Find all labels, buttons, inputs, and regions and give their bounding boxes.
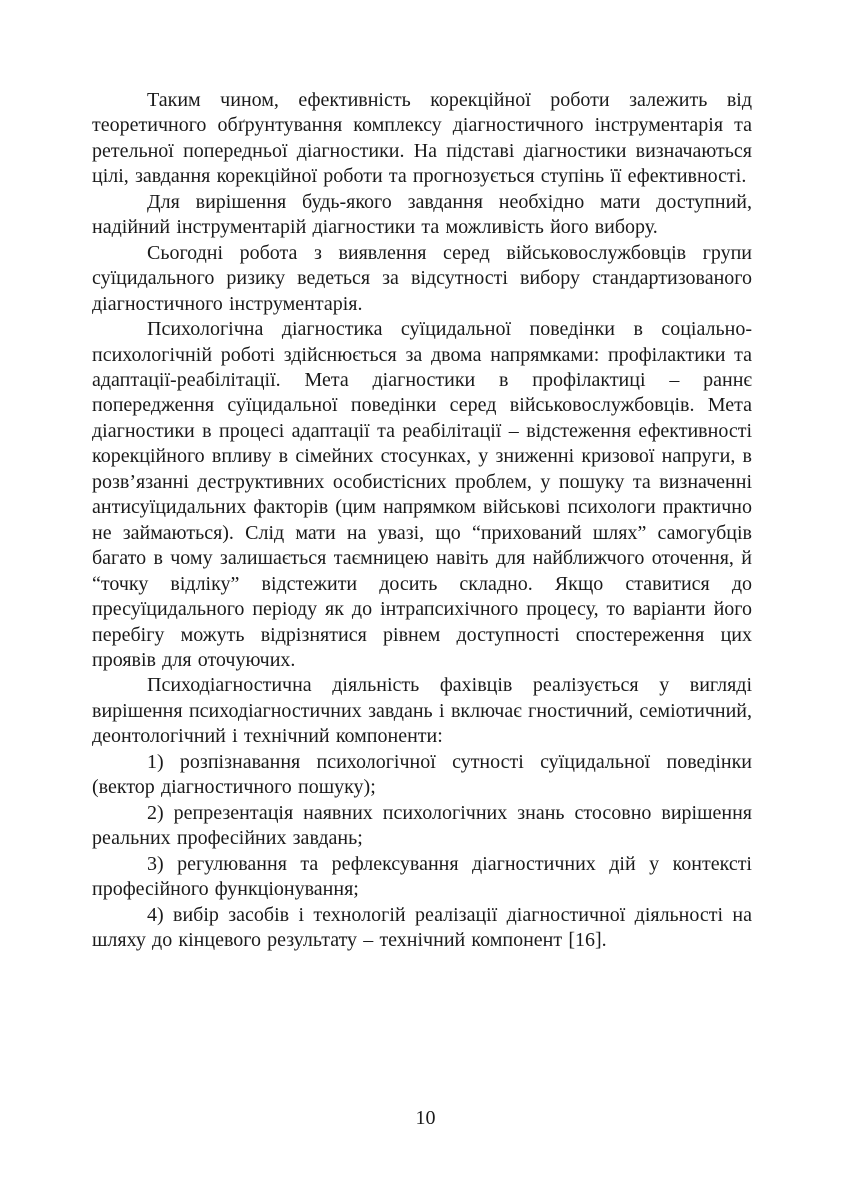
list-item-4: 4) вибір засобів і технологій реалізації діагностичної діяльності на шляху до кінцевого результату – технічний компонент [16]. — [92, 903, 752, 951]
page-number: 10 — [415, 1107, 436, 1129]
list-item-1: 1) розпізнавання психологічної сутності суїцидальної поведінки (вектор діагностичного пошуку); — [92, 750, 752, 799]
list-item-2: 2) репрезентація наявних психологічних знань стосовно вирішення реальних професійних завдань; — [92, 801, 752, 850]
paragraph-3: Сьогодні робота з виявлення серед військовослужбовців групи суїцидального ризику ведеться за відсутності вибору стандартизованого діагностичного інструментарія. — [92, 241, 752, 315]
paragraph-1: Таким чином, ефективність корекційної роботи залежить від теоретичного обґрунтування комплексу діагностичного інструментарія та ретельної попередньої діагностики. На підставі діагностики визначаються цілі, завдання корекційної роботи та прогнозується ступінь її ефективності. — [92, 89, 752, 188]
text-block — [92, 88, 752, 953]
paragraph-5: Психодіагностична діяльність фахівців реалізується у вигляді вирішення психодіагностичних завдань і включає гностичний, семіотичний, деонтологічний і технічний компоненти: — [92, 674, 752, 748]
paragraph-4: Психологічна діагностика суїцидальної поведінки в соціально-психологічній роботі здійснюється за двома напрямками: профілактики та адаптації-реабілітації. Мета діагностики в профілактиці – раннє попередження суїцидальної поведінки серед військовослужбовців. Мета діагностики в процесі адаптації та реабілітації – відстеження ефективності корекційного впливу в сімейних стосунках, у зниженні кризової напруги, в розв’язанні деструктивних особистісних проблем, у пошуку та визначенні антисуїцидальних факторів (цим напрямком військові психологи практично не займаються). Слід мати на увазі, що “прихований шлях” самогубців багато в чому залишається таємницею навіть для найближчого оточення, й “точку відліку” відстежити досить складно. Якщо ставитися до пресуїцидального періоду як до інтрапсихічного процесу, то варіанти його перебігу можуть відрізнятися рівнем доступності спостереження цих проявів для оточуючих. — [92, 318, 752, 671]
paragraph-2: Для вирішення будь-якого завдання необхідно мати доступний, надійний інструментарій діагностики та можливість його вибору. — [92, 190, 752, 239]
list-item-3: 3) регулювання та рефлексування діагностичних дій у контексті професійного функціонування; — [92, 852, 752, 901]
